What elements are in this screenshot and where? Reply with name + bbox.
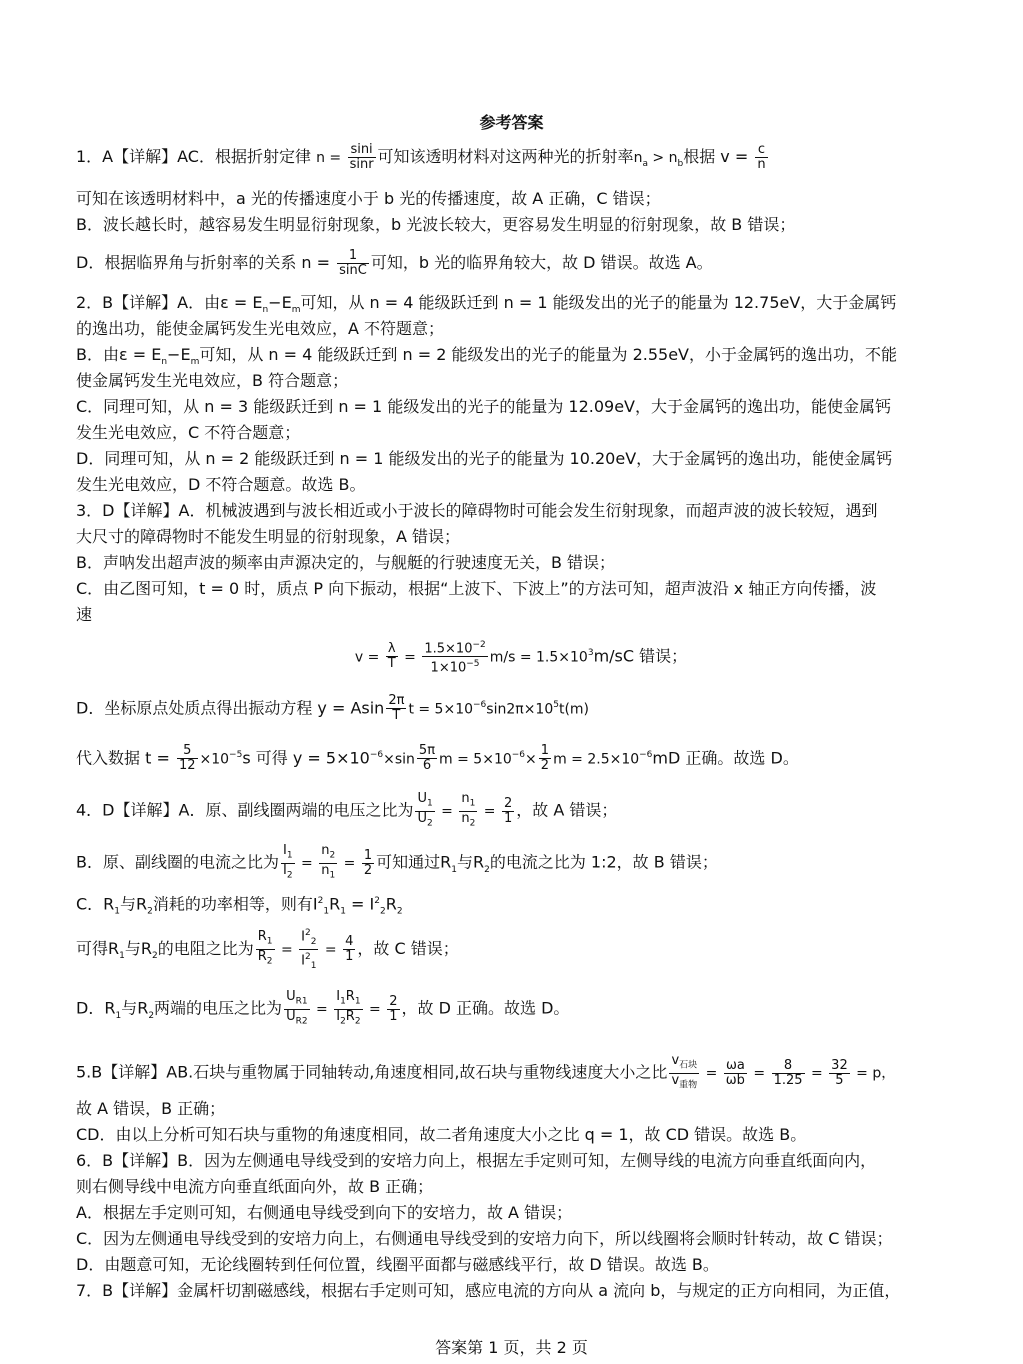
fraction-32-5: $\frac{32}{5}$ bbox=[831, 1057, 848, 1088]
fraction-4-1: $\frac{4}{1}$ bbox=[345, 933, 354, 964]
q5-line-3: CD．由以上分析可知石块与重物的角速度相同，故二者角速度大小之比 q = 1，故 CD 错误。故选 B。 bbox=[76, 1125, 807, 1144]
q3-line-d1: D．坐标原点处质点得出振动方程 y = Asin $\frac{2\pi}{T}$ $t = 5\times 10^{-6}\sin 2\pi\times 10^5t(m)$ bbox=[76, 693, 590, 724]
q3-velocity-formula: v = $\frac{\lambda}{T}$ = $\frac{1.5\times 10^{-2}}{1\times 10^{-5}}$ $m/s = 1.5\times 10^3m/sC$ 错误； bbox=[354, 640, 688, 676]
fraction-wa-wb: $\frac{\omega a}{\omega b}$ bbox=[725, 1057, 745, 1088]
fraction-n1-n2: $\frac{n_1}{n_2}$ bbox=[461, 791, 476, 829]
q3-line-3: B．声呐发出超声波的频率由声源决定的，与舰艇的行驶速度无关，B 错误； bbox=[76, 553, 616, 572]
fraction-r1-r2: $\frac{R_1}{R_2}$ bbox=[257, 929, 273, 967]
q1-line-3: B．波长越长时，越容易发生明显衍射现象，b 光波长较大，更容易发生明显的衍射现象，故 B 错误； bbox=[76, 215, 796, 234]
fraction-1-sinc: $\frac{1}{\sin C}$ bbox=[339, 248, 367, 278]
fraction-2pi-t: $\frac{2\pi}{T}$ bbox=[388, 693, 405, 724]
q7-line-1: 7．B【详解】金属杆切割磁感线，根据右手定则可知，感应电流的方向从 a 流向 b，与规定的正方向相同，为正值， bbox=[76, 1281, 901, 1300]
fraction-u1-u2: $\frac{U_1}{U_2}$ bbox=[417, 791, 433, 829]
fraction-lambda-t: $\frac{\lambda}{T}$ bbox=[387, 641, 396, 672]
q3-line-5: 速 bbox=[76, 605, 93, 624]
q4-line-4: 可得$R_1$与$R_2$的电阻之比为 $\frac{R_1}{R_2}$ = $\frac{I^2_2}{I^2_1}$ = $\frac{4}{1}$ ，故 C 错误； bbox=[76, 928, 459, 971]
q2-line-1: 2．B【详解】A．由$\varepsilon = E_n-E_m$可知，从 n = 4 能级跃迁到 n = 1 能级发出的光子的能量为 12.75eV，大于金属钙 bbox=[76, 293, 897, 316]
q6-line-5: D．由题意可知，无论线圈转到任何位置，线圈平面都与磁感线平行，故 D 错误。故选 B。 bbox=[76, 1255, 719, 1274]
q3-line-1: 3．D【详解】A．机械波遇到与波长相近或小于波长的障碍物时可能会发生衍射现象，而超声波的波长较短，遇到 bbox=[76, 501, 878, 520]
q3-line-4: C．由乙图可知，t = 0 时，质点 P 向下振动，根据“上波下、下波上”的方法可知，超声波沿 x 轴正方向传播，波 bbox=[76, 579, 877, 598]
page-footer: 答案第 1 页，共 2 页 bbox=[435, 1338, 588, 1357]
fraction-5pi-6: $\frac{5\pi}{6}$ bbox=[418, 743, 436, 774]
q3-line-2: 大尺寸的障碍物时不能发生明显的衍射现象，A 错误； bbox=[76, 527, 461, 546]
fraction-ur1-ur2: $\frac{U_{R1}}{U_{R2}}$ bbox=[286, 989, 308, 1027]
q2-line-3: B．由$\varepsilon = E_n-E_m$可知，从 n = 4 能级跃迁到 n = 2 能级发出的光子的能量为 2.55eV，小于金属钙的逸出功，不能 bbox=[76, 345, 897, 368]
q2-line-5: C．同理可知，从 n = 3 能级跃迁到 n = 1 能级发出的光子的能量为 12.09eV，大于金属钙的逸出功，能使金属钙 bbox=[76, 397, 891, 416]
fraction-1-2: $\frac{1}{2}$ bbox=[540, 743, 550, 774]
q4-line-3: C．$R_1$与$R_2$消耗的功率相等，则有$I^2_1R_1 = I^2_2R_2$ bbox=[76, 894, 403, 917]
q4-line-5: D．$R_1$与$R_2$两端的电压之比为 $\frac{U_{R1}}{U_{R2}}$ = $\frac{I_1R_1}{I_2R_2}$ = $\frac{2}{1}$ ，故 D 正确。故选 D。 bbox=[76, 989, 570, 1027]
fraction-8-125: $\frac{8}{1.25}$ bbox=[773, 1057, 803, 1088]
fraction-i2sq-i1sq: $\frac{I^2_2}{I^2_1}$ bbox=[301, 928, 317, 971]
q1-line-1: 1．A【详解】AC．根据折射定律 n = $\frac{\sin i}{\sin r}$ 可知该透明材料对这两种光的折射率$n_a > n_b$根据 v = $\frac{c}{n}$ bbox=[76, 142, 766, 172]
q6-line-3: A．根据左手定则可知，右侧通电导线受到向下的安培力，故 A 错误； bbox=[76, 1203, 573, 1222]
q2-line-2: 的逸出功，能使金属钙发生光电效应，A 不符题意； bbox=[76, 319, 445, 338]
fraction-2-1: $\frac{2}{1}$ bbox=[503, 795, 513, 826]
q2-line-7: D．同理可知，从 n = 2 能级跃迁到 n = 1 能级发出的光子的能量为 10.20eV，大于金属钙的逸出功，能使金属钙 bbox=[76, 449, 893, 468]
fraction-c-n: $\frac{c}{n}$ bbox=[757, 142, 766, 172]
fraction-n2-n1: $\frac{n_2}{n_1}$ bbox=[321, 843, 336, 881]
fraction-2-1-b: $\frac{2}{1}$ bbox=[389, 993, 398, 1024]
q2-line-4: 使金属钙发生光电效应，B 符合题意； bbox=[76, 371, 349, 390]
q4-line-2: B．原、副线圈的电流之比为 $\frac{I_1}{I_2}$ = $\frac{n_2}{n_1}$ = $\frac{1}{2}$ 可知通过$R_1$与$R_2$的电流之比为 1:2，故 B 错误； bbox=[76, 843, 718, 881]
q6-line-1: 6．B【详解】B．因为左侧通电导线受到的安培力向上，根据左手定则可知，左侧导线的电流方向垂直纸面向内， bbox=[76, 1151, 877, 1170]
q5-line-2: 故 A 错误，B 正确； bbox=[76, 1099, 226, 1118]
q6-line-2: 则右侧导线中电流方向垂直纸面向外，故 B 正确； bbox=[76, 1177, 434, 1196]
page-title: 参考答案 bbox=[479, 113, 544, 132]
fraction-1-2-b: $\frac{1}{2}$ bbox=[363, 847, 373, 878]
q5-line-1: 5.B【详解】AB.石块与重物属于同轴转动,角速度相同,故石块与重物线速度大小之比 $\frac{v_{石块}}{v_{重物}}$ = $\frac{\omega a}{\omega b}$ = $\frac{8}{1.25}$ = $\frac{32}{5}$ = p， bbox=[76, 1053, 896, 1091]
fraction-5-12: $\frac{5}{12}$ bbox=[178, 743, 196, 774]
fraction-v-stone-weight: $\frac{v_{石块}}{v_{重物}}$ bbox=[671, 1053, 698, 1091]
q2-line-8: 发生光电效应，D 不符合题意。故选 B。 bbox=[76, 475, 366, 494]
fraction-i1r1-i2r2: $\frac{I_1R_1}{I_2R_2}$ bbox=[336, 989, 361, 1027]
q3-line-d2: 代入数据 t = $\frac{5}{12}$ $\times 10^{-5}s$ 可得 $y = 5\times 10^{-6}\times\sin$ $\frac{5\pi}{6}$ $m = 5\times 10^{-6}\times$ $\frac{1}{2}$ $m = 2.5\times 10^{-6}mD$ 正确。故选 D。 bbox=[76, 743, 799, 774]
fraction-velocity: $\frac{1.5\times 10^{-2}}{1\times 10^{-5}}$ bbox=[424, 640, 486, 676]
fraction-i1-i2: $\frac{I_1}{I_2}$ bbox=[282, 843, 293, 881]
q1-line-2: 可知在该透明材料中，a 光的传播速度小于 b 光的传播速度，故 A 正确，C 错误； bbox=[76, 189, 661, 208]
q1-line-4: D．根据临界角与折射率的关系 n = $\frac{1}{\sin C}$ 可知，b 光的临界角较大，故 D 错误。故选 A。 bbox=[76, 248, 713, 278]
q4-line-1: 4．D【详解】A．原、副线圈两端的电压之比为 $\frac{U_1}{U_2}$ = $\frac{n_1}{n_2}$ = $\frac{2}{1}$ ，故 A 错误； bbox=[76, 791, 618, 829]
fraction-sini-sinr: $\frac{\sin i}{\sin r}$ bbox=[349, 142, 374, 172]
q2-line-6: 发生光电效应，C 不符合题意； bbox=[76, 423, 301, 442]
q6-line-4: C．因为左侧通电导线受到的安培力向上，右侧通电导线受到的安培力向下，所以线圈将会顺时针转动，故 C 错误； bbox=[76, 1229, 893, 1248]
